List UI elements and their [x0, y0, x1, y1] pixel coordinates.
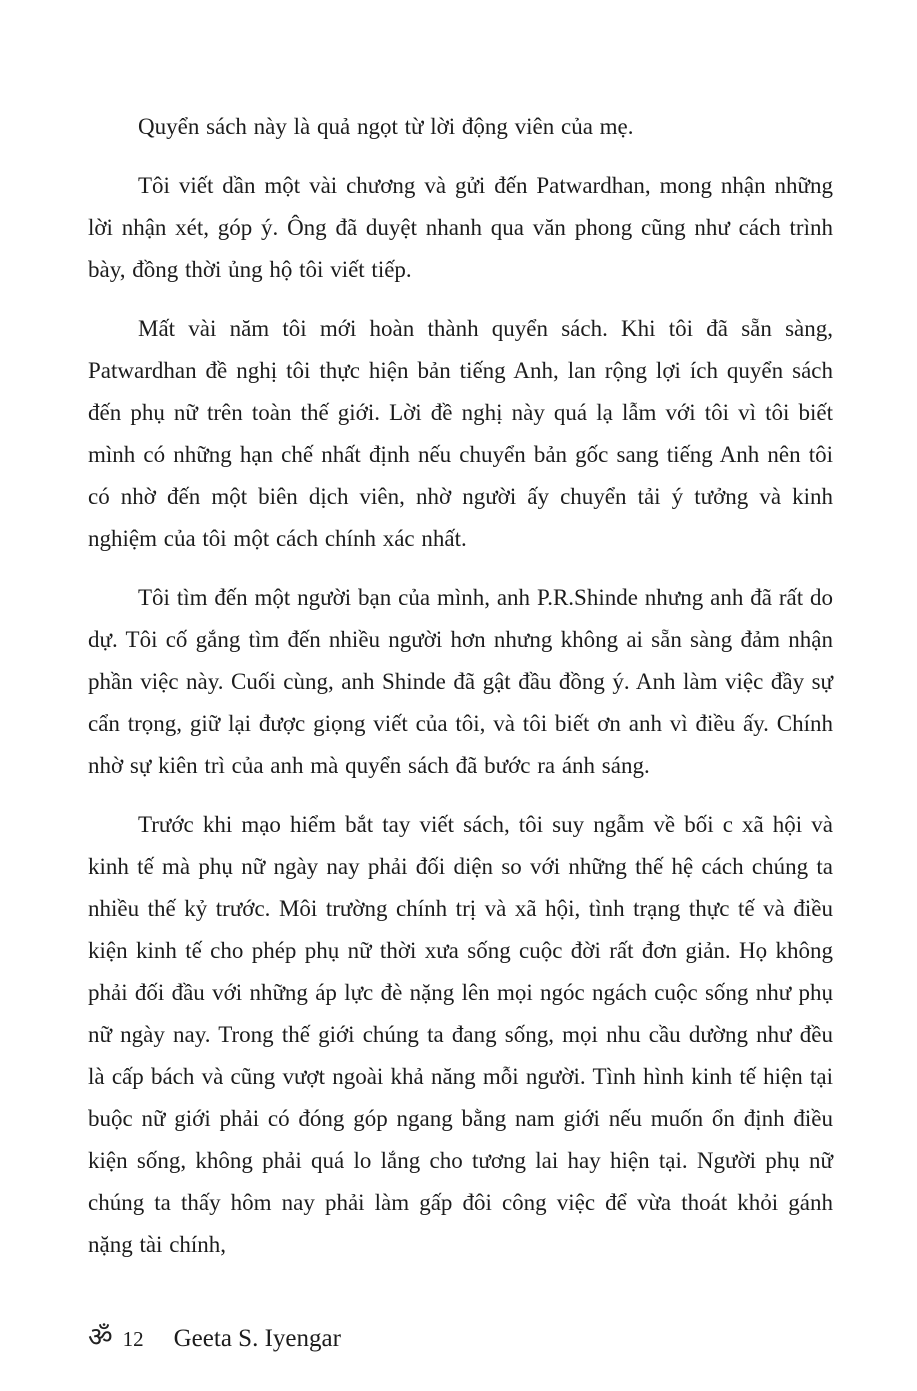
page-footer: [88, 1324, 341, 1353]
om-icon: ॐ: [88, 1322, 113, 1353]
paragraph: Quyển sách này là quả ngọt từ lời động viên của mẹ.: [138, 114, 634, 139]
page-body-text: [88, 106, 833, 1266]
page-number: 12: [122, 1327, 144, 1351]
paragraph: Tôi tìm đến một người bạn của mình, anh P.R.Shinde nhưng anh đã rất do dự. Tôi cố gắng tìm đến nhiều người hơn nhưng không ai sẵn sàng đảm nhận phần việc này. Cuối cùng, anh Shinde đã gật đầu đồng ý. Anh làm việc đầy sự cẩn trọng, giữ lại được giọng viết của tôi, và tôi biết ơn anh vì điều ấy. Chính nhờ sự kiên trì của anh mà quyển sách đã bước ra ánh sáng.: [88, 585, 833, 778]
paragraph: Trước khi mạo hiểm bắt tay viết sách, tôi suy ngẫm về bối c xã hội và kinh tế mà phụ nữ ngày nay phải đối diện so với những thế hệ cách chúng ta nhiều thế kỷ trước. Môi trường chính trị và xã hội, tình trạng thực tế và điều kiện kinh tế cho phép phụ nữ thời xưa sống cuộc đời rất đơn giản. Họ không phải đối đầu với những áp lực đè nặng lên mọi ngóc ngách cuộc sống như phụ nữ ngày nay. Trong thế giới chúng ta đang sống, mọi nhu cầu dường như đều là cấp bách và cũng vượt ngoài khả năng mỗi người. Tình hình kinh tế hiện tại buộc nữ giới phải có đóng góp ngang bằng nam giới nếu muốn ổn định điều kiện sống, không phải quá lo lắng cho tương lai hay hiện tại. Người phụ nữ chúng ta thấy hôm nay phải làm gấp đôi công việc để vừa thoát khỏi gánh nặng tài chính,: [88, 812, 833, 1257]
author-name: Geeta S. Iyengar: [173, 1325, 341, 1352]
paragraph: Tôi viết dần một vài chương và gửi đến Patwardhan, mong nhận những lời nhận xét, góp ý. Ông đã duyệt nhanh qua văn phong cũng như cách trình bày, đồng thời ủng hộ tôi viết tiếp.: [88, 173, 833, 282]
paragraph: Mất vài năm tôi mới hoàn thành quyển sách. Khi tôi đã sẵn sàng, Patwardhan đề nghị tôi thực hiện bản tiếng Anh, lan rộng lợi ích quyển sách đến phụ nữ trên toàn thế giới. Lời đề nghị này quá lạ lẫm với tôi vì tôi biết mình có những hạn chế nhất định nếu chuyển bản gốc sang tiếng Anh nên tôi có nhờ đến một biên dịch viên, nhờ người ấy chuyển tải ý tưởng và kinh nghiệm của tôi một cách chính xác nhất.: [88, 316, 833, 551]
